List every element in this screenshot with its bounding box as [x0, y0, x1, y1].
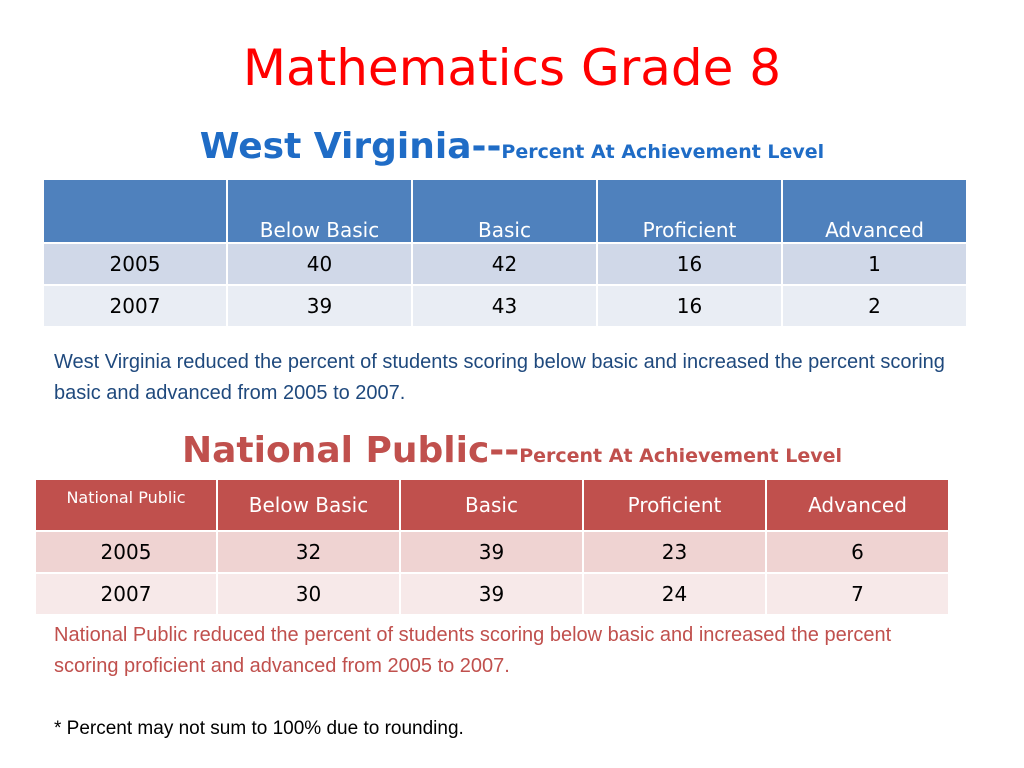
- national-public-heading-main: National Public--: [182, 430, 520, 471]
- table-row: [43, 285, 967, 327]
- west-virginia-heading: [0, 126, 1024, 167]
- cell-advanced: 2: [782, 285, 967, 327]
- cell-advanced: 7: [766, 573, 949, 615]
- header-basic: Basic: [400, 479, 583, 531]
- cell-basic: 43: [412, 285, 597, 327]
- header-below-basic: Below Basic: [227, 179, 412, 243]
- cell-below-basic: 39: [227, 285, 412, 327]
- cell-below-basic: 32: [217, 531, 400, 573]
- corner-header: National Public: [35, 479, 217, 531]
- cell-below-basic: 30: [217, 573, 400, 615]
- header-proficient: Proficient: [597, 179, 782, 243]
- row-year: 2007: [43, 285, 227, 327]
- cell-below-basic: 40: [227, 243, 412, 285]
- cell-basic: 42: [412, 243, 597, 285]
- rounding-footnote: * Percent may not sum to 100% due to rounding.: [54, 718, 464, 739]
- table-row: [35, 531, 949, 573]
- page-title: Mathematics Grade 8: [242, 39, 782, 97]
- national-public-heading: [0, 430, 1024, 471]
- table-row: [35, 573, 949, 615]
- west-virginia-heading-main: West Virginia--: [199, 126, 502, 167]
- table-header-row: [35, 479, 949, 531]
- national-public-note: National Public reduced the percent of students scoring below basic and increased the percent scoring proficient and advanced from 2005 to 2007.: [54, 624, 892, 677]
- row-year: 2007: [35, 573, 217, 615]
- header-advanced: Advanced: [766, 479, 949, 531]
- cell-advanced: 1: [782, 243, 967, 285]
- cell-proficient: 24: [583, 573, 766, 615]
- header-advanced: Advanced: [782, 179, 967, 243]
- cell-proficient: 16: [597, 285, 782, 327]
- cell-proficient: 16: [597, 243, 782, 285]
- row-year: 2005: [35, 531, 217, 573]
- header-below-basic: Below Basic: [217, 479, 400, 531]
- header-basic: Basic: [412, 179, 597, 243]
- cell-basic: 39: [400, 573, 583, 615]
- table-row: [43, 243, 967, 285]
- national-public-heading-suffix: Percent At Achievement Level: [519, 445, 842, 467]
- cell-basic: 39: [400, 531, 583, 573]
- cell-advanced: 6: [766, 531, 949, 573]
- row-year: 2005: [43, 243, 227, 285]
- cell-proficient: 23: [583, 531, 766, 573]
- national-public-table: [34, 478, 950, 616]
- corner-header: [43, 179, 227, 243]
- west-virginia-note: West Virginia reduced the percent of students scoring below basic and increased the percent scoring basic and advanced from 2005 to 2007.: [54, 351, 945, 404]
- table-header-row: [43, 179, 967, 243]
- header-proficient: Proficient: [583, 479, 766, 531]
- west-virginia-table: [42, 178, 968, 328]
- west-virginia-heading-suffix: Percent At Achievement Level: [501, 141, 825, 163]
